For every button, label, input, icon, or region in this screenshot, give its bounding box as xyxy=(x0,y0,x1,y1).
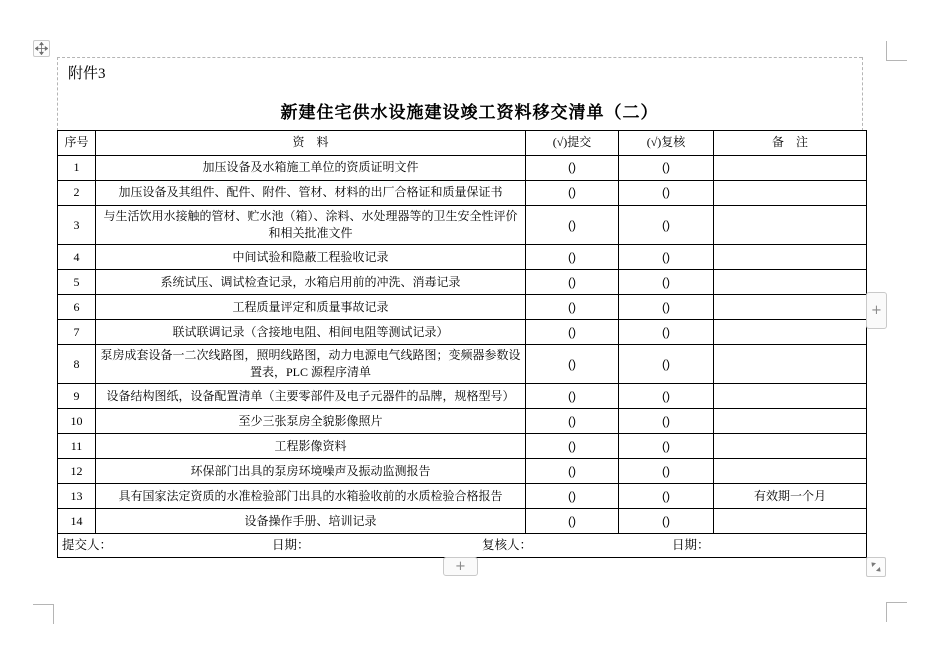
table-row xyxy=(58,459,867,484)
row-number-cell: 4 xyxy=(58,245,96,270)
remark-cell xyxy=(714,320,867,345)
header-row xyxy=(58,131,867,156)
move-icon xyxy=(35,42,48,55)
page-title: 新建住宅供水设施建设竣工资料移交清单（二） xyxy=(280,103,659,122)
remark-cell xyxy=(714,384,867,409)
submit-check-cell[interactable]: () xyxy=(526,320,619,345)
submitter-label: 提交人： xyxy=(62,538,113,553)
submit-date-label: 日期： xyxy=(272,538,310,553)
review-check-cell[interactable]: () xyxy=(619,509,714,534)
row-number-cell: 11 xyxy=(58,434,96,459)
remark-cell xyxy=(714,206,867,245)
submit-check-cell[interactable]: () xyxy=(526,245,619,270)
material-cell: 中间试验和隐蔽工程验收记录 xyxy=(96,245,526,270)
table-row xyxy=(58,181,867,206)
row-number-cell: 9 xyxy=(58,384,96,409)
text-boundary-top xyxy=(57,57,862,58)
remark-cell: 有效期一个月 xyxy=(714,484,867,509)
review-check-cell[interactable]: () xyxy=(619,156,714,181)
remark-cell xyxy=(714,459,867,484)
material-cell: 与生活饮用水接触的管材、贮水池（箱）、涂料、水处理器等的卫生安全性评价和相关批准文件 xyxy=(96,206,526,245)
table-row xyxy=(58,270,867,295)
material-cell: 工程质量评定和质量事故记录 xyxy=(96,295,526,320)
review-check-cell[interactable]: () xyxy=(619,484,714,509)
submit-check-cell[interactable]: () xyxy=(526,295,619,320)
handover-checklist-table xyxy=(57,130,867,558)
submit-check-cell[interactable]: () xyxy=(526,434,619,459)
submit-check-cell[interactable]: () xyxy=(526,509,619,534)
remark-cell xyxy=(714,156,867,181)
submit-check-cell[interactable]: () xyxy=(526,156,619,181)
submit-check-cell[interactable]: () xyxy=(526,206,619,245)
row-number-cell: 1 xyxy=(58,156,96,181)
material-cell: 工程影像资料 xyxy=(96,434,526,459)
header-remark: 备 注 xyxy=(714,131,867,156)
table-row xyxy=(58,509,867,534)
review-check-cell[interactable]: () xyxy=(619,320,714,345)
review-check-cell[interactable]: () xyxy=(619,434,714,459)
material-cell: 至少三张泵房全貌影像照片 xyxy=(96,409,526,434)
row-number-cell: 10 xyxy=(58,409,96,434)
row-number-cell: 8 xyxy=(58,345,96,384)
table-row xyxy=(58,206,867,245)
row-number-cell: 12 xyxy=(58,459,96,484)
submit-check-cell[interactable]: () xyxy=(526,484,619,509)
review-check-cell[interactable]: () xyxy=(619,270,714,295)
material-cell: 加压设备及其组件、配件、附件、管材、材料的出厂合格证和质量保证书 xyxy=(96,181,526,206)
review-check-cell[interactable]: () xyxy=(619,384,714,409)
margin-mark-bottom-right xyxy=(886,602,907,622)
signature-row xyxy=(58,534,867,558)
submit-check-cell[interactable]: () xyxy=(526,459,619,484)
material-cell: 系统试压、调试检查记录，水箱启用前的冲洗、消毒记录 xyxy=(96,270,526,295)
remark-cell xyxy=(714,509,867,534)
table-move-handle[interactable] xyxy=(33,40,50,57)
table-row xyxy=(58,409,867,434)
remark-cell xyxy=(714,345,867,384)
table-row xyxy=(58,484,867,509)
insert-column-button[interactable]: + xyxy=(866,292,887,329)
row-number-cell: 3 xyxy=(58,206,96,245)
submit-check-cell[interactable]: () xyxy=(526,384,619,409)
table-row xyxy=(58,434,867,459)
row-number-cell: 13 xyxy=(58,484,96,509)
material-cell: 泵房成套设备一二次线路图，照明线路图，动力电源电气线路图；变频器参数设置表，PLC 源程序清单 xyxy=(96,345,526,384)
resize-icon xyxy=(870,561,882,573)
table-resize-handle[interactable] xyxy=(866,557,886,577)
margin-mark-top-right xyxy=(886,41,907,61)
table-row xyxy=(58,320,867,345)
submit-check-cell[interactable]: () xyxy=(526,345,619,384)
review-check-cell[interactable]: () xyxy=(619,245,714,270)
reviewer-label: 复核人： xyxy=(482,538,533,553)
header-review: (√)复核 xyxy=(619,131,714,156)
material-cell: 环保部门出具的泵房环境噪声及振动监测报告 xyxy=(96,459,526,484)
row-number-cell: 6 xyxy=(58,295,96,320)
table-row xyxy=(58,384,867,409)
review-check-cell[interactable]: () xyxy=(619,409,714,434)
submit-check-cell[interactable]: () xyxy=(526,270,619,295)
remark-cell xyxy=(714,409,867,434)
header-material: 资 料 xyxy=(96,131,526,156)
attachment-label: 附件3 xyxy=(68,66,106,82)
table-row xyxy=(58,345,867,384)
material-cell: 设备操作手册、培训记录 xyxy=(96,509,526,534)
review-check-cell[interactable]: () xyxy=(619,295,714,320)
insert-row-button[interactable]: + xyxy=(443,557,478,576)
row-number-cell: 7 xyxy=(58,320,96,345)
remark-cell xyxy=(714,434,867,459)
remark-cell xyxy=(714,245,867,270)
table-row xyxy=(58,295,867,320)
material-cell: 加压设备及水箱施工单位的资质证明文件 xyxy=(96,156,526,181)
review-check-cell[interactable]: () xyxy=(619,181,714,206)
remark-cell xyxy=(714,295,867,320)
header-submit: (√)提交 xyxy=(526,131,619,156)
review-check-cell[interactable]: () xyxy=(619,345,714,384)
material-cell: 设备结构图纸，设备配置清单（主要零部件及电子元器件的品牌，规格型号） xyxy=(96,384,526,409)
review-check-cell[interactable]: () xyxy=(619,206,714,245)
table-row xyxy=(58,245,867,270)
review-check-cell[interactable]: () xyxy=(619,459,714,484)
submit-check-cell[interactable]: () xyxy=(526,181,619,206)
remark-cell xyxy=(714,270,867,295)
row-number-cell: 5 xyxy=(58,270,96,295)
signature-cell[interactable] xyxy=(58,534,867,558)
material-cell: 联试联调记录（含接地电阻、相间电阻等测试记录） xyxy=(96,320,526,345)
margin-mark-bottom-left xyxy=(33,604,54,624)
row-number-cell: 14 xyxy=(58,509,96,534)
table-row xyxy=(58,156,867,181)
row-number-cell: 2 xyxy=(58,181,96,206)
remark-cell xyxy=(714,181,867,206)
submit-check-cell[interactable]: () xyxy=(526,409,619,434)
header-no: 序号 xyxy=(58,131,96,156)
review-date-label: 日期： xyxy=(672,538,710,553)
material-cell: 具有国家法定资质的水准检验部门出具的水箱验收前的水质检验合格报告 xyxy=(96,484,526,509)
